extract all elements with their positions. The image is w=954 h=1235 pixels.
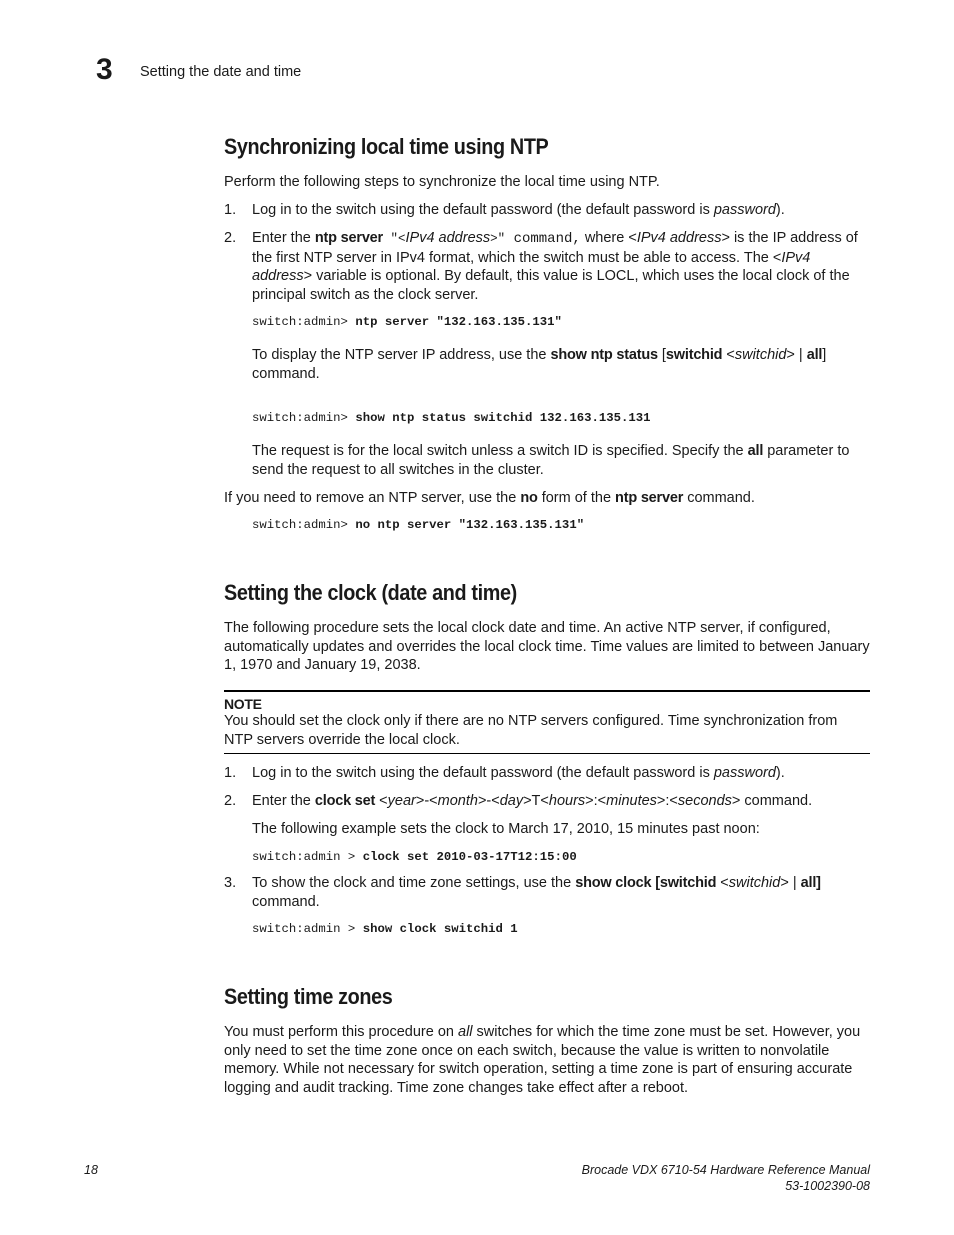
running-header-title: Setting the date and time [140, 64, 302, 80]
ntp-request-paragraph: The request is for the local switch unless a switch ID is specified. Specify the all parameter to send the request to all switches in the cluster. [252, 443, 850, 478]
ntp-step2-number: 2. [224, 230, 237, 246]
clock-step2-number: 2. [224, 793, 237, 809]
clock-step1-number: 1. [224, 765, 237, 781]
code-example-clock-set: switch:admin > clock set 2010-03-17T12:15:00 [252, 850, 577, 864]
page-number: 18 [84, 1163, 98, 1177]
section-heading-time-zones: Setting time zones [224, 984, 393, 1009]
footer-manual-title: Brocade VDX 6710-54 Hardware Reference Manual [581, 1163, 870, 1177]
chapter-number: 3 [96, 53, 113, 86]
section-heading-clock: Setting the clock (date and time) [224, 580, 517, 605]
clock-step1-text: Log in to the switch using the default password (the default password is password). [252, 765, 785, 781]
clock-step3-text: To show the clock and time zone settings, use the show clock [switchid <switchid> | all] command. [252, 875, 821, 910]
code-example-no-ntp-server: switch:admin> no ntp server "132.163.135.131" [252, 518, 585, 532]
code-example-show-ntp-status: switch:admin> show ntp status switchid 132.163.135.131 [252, 411, 651, 425]
code-example-show-clock: switch:admin > show clock switchid 1 [252, 922, 518, 936]
footer-manual-info [582, 1162, 870, 1194]
ntp-remove-paragraph: If you need to remove an NTP server, use the no form of the ntp server command. [224, 490, 755, 506]
ntp-intro: Perform the following steps to synchronize the local time using NTP. [224, 174, 660, 190]
ntp-step2-text: Enter the ntp server "<IPv4 address>" command, where <IPv4 address> is the IP address of the first NTP server in IPv4 format, which the switch must be able to access. The <IPv4 address> variable is optional. By default, this value is LOCL, which uses the local clock of the principal switch as the clock server. [252, 230, 858, 303]
clock-step2-text: Enter the clock set <year>-<month>-<day>T<hours>:<minutes>:<seconds> command. [252, 793, 813, 809]
code-example-ntp-server: switch:admin> ntp server "132.163.135.131" [252, 315, 562, 329]
clock-intro: The following procedure sets the local clock date and time. An active NTP server, if configured, automatically updates and overrides the local clock time. Time values are limited to between January 1, 1970 and January 19, 2038. [224, 620, 870, 674]
note-text: You should set the clock only if there are no NTP servers configured. Time synchronization from NTP servers override the local clock. [224, 713, 838, 748]
footer-doc-number: 53-1002390-08 [785, 1179, 870, 1193]
clock-step3-number: 3. [224, 875, 237, 891]
clock-example-intro: The following example sets the clock to March 17, 2010, 15 minutes past noon: [252, 821, 760, 837]
ntp-display-paragraph: To display the NTP server IP address, use the show ntp status [switchid <switchid> | all] command. [252, 347, 827, 382]
ntp-step1-text: Log in to the switch using the default password (the default password is password). [252, 202, 785, 218]
ntp-step1-number: 1. [224, 202, 237, 218]
note-top-rule [224, 690, 870, 692]
section-heading-ntp: Synchronizing local time using NTP [224, 134, 549, 159]
note-label: NOTE [224, 696, 262, 712]
note-bottom-rule [224, 753, 870, 754]
time-zones-paragraph: You must perform this procedure on all switches for which the time zone must be set. However, you only need to set the time zone once on each switch, because the value is written to nonvolatile memory. While not necessary for switch operation, setting a time zone is part of ensuring accurate logging and audit tracking. Time zone changes take effect after a reboot. [224, 1024, 861, 1096]
